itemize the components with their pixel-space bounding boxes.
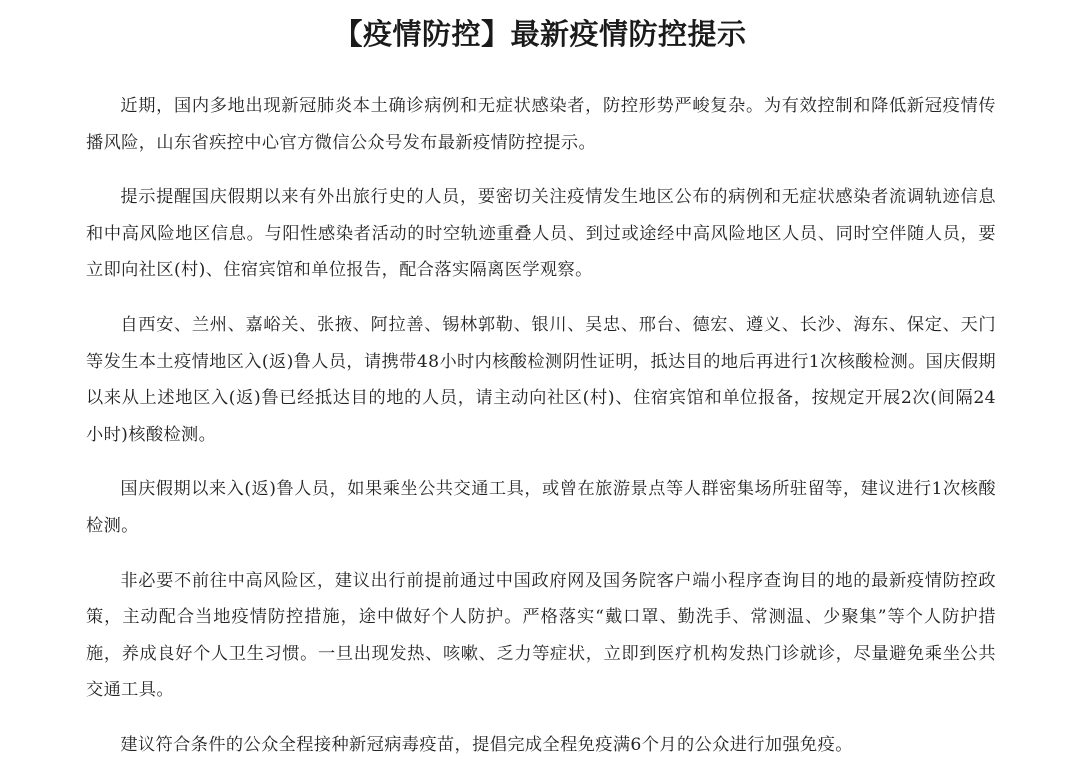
paragraph-1: 近期，国内多地出现新冠肺炎本土确诊病例和无症状感染者，防控形势严峻复杂。为有效控制和降低新冠疫情传播风险，山东省疾控中心官方微信公众号发布最新疫情防控提示。 bbox=[86, 96, 996, 153]
paragraph-6: 建议符合条件的公众全程接种新冠病毒疫苗，提倡完成全程免疫满6个月的公众进行加强免疫。 bbox=[120, 734, 853, 755]
paragraph-4: 国庆假期以来入(返)鲁人员，如果乘坐公共交通工具，或曾在旅游景点等人群密集场所驻留等，建议进行1次核酸检测。 bbox=[86, 479, 996, 536]
article-body bbox=[86, 88, 996, 782]
paragraph-2: 提示提醒国庆假期以来有外出旅行史的人员，要密切关注疫情发生地区公布的病例和无症状感染者流调轨迹信息和中高风险地区信息。与阳性感染者活动的时空轨迹重叠人员、到过或途经中高风险地区人员、同时空伴随人员，要立即向社区(村)、住宿宾馆和单位报告，配合落实隔离医学观察。 bbox=[86, 187, 996, 281]
paragraph-3: 自西安、兰州、嘉峪关、张掖、阿拉善、锡林郭勒、银川、吴忠、邢台、德宏、遵义、长沙、海东、保定、天门等发生本土疫情地区入(返)鲁人员，请携带48小时内核酸检测阴性证明，抵达目的地后再进行1次核酸检测。国庆假期以来从上述地区入(返)鲁已经抵达目的地的人员，请主动向社区(村)、住宿宾馆和单位报备，按规定开展2次(间隔24小时)核酸检测。 bbox=[86, 314, 997, 445]
page-title: 【疫情防控】最新疫情防控提示 bbox=[333, 17, 747, 51]
paragraph-5: 非必要不前往中高风险区，建议出行前提前通过中国政府网及国务院客户端小程序查询目的地的最新疫情防控政策，主动配合当地疫情防控措施，途中做好个人防护。严格落实“戴口罩、勤洗手、常测温、少聚集”等个人防护措施，养成良好个人卫生习惯。一旦出现发热、咳嗽、乏力等症状，立即到医疗机构发热门诊就诊，尽量避免乘坐公共交通工具。 bbox=[86, 570, 996, 701]
